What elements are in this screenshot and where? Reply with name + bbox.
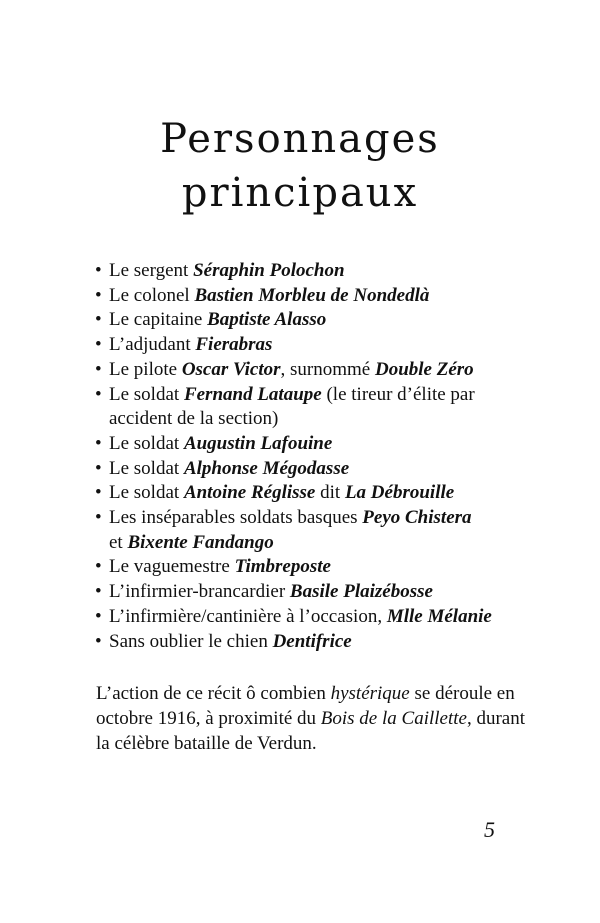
character-name: Baptiste Alasso bbox=[207, 309, 327, 331]
character-name: Timbreposte bbox=[234, 556, 331, 578]
character-item: • Les inséparables soldats basques Peyo Chistera et Bixente Fandango bbox=[95, 507, 472, 553]
character-name: Oscar Victor bbox=[181, 358, 281, 380]
character-item: • Le soldat Augustin Lafouine bbox=[95, 432, 535, 457]
character-nickname: La Débrouille bbox=[344, 482, 455, 504]
action-paragraph: L’action de ce récit ô combien hystérique se déroule en octobre 1916, à proximité du Bois de la Caillette, durant la célèbre bataille de Verdun. bbox=[96, 683, 526, 754]
character-item: • Le sergent Séraphin Polochon bbox=[95, 259, 535, 284]
character-item: • Le capitaine Baptiste Alasso bbox=[95, 308, 535, 333]
page-number: 5 bbox=[484, 817, 495, 842]
character-list bbox=[95, 259, 535, 654]
bullet: • bbox=[95, 309, 102, 331]
character-name: Peyo Chistera bbox=[362, 507, 472, 529]
character-name: Antoine Réglisse bbox=[183, 482, 316, 504]
bullet: • bbox=[95, 260, 102, 281]
character-item: • L’infirmier-brancardier Basile Plaizébosse bbox=[95, 580, 535, 605]
character-name: Mlle Mélanie bbox=[386, 605, 492, 627]
title-line-1: Personnages bbox=[160, 116, 440, 162]
character-nickname: Double Zéro bbox=[374, 358, 474, 380]
page-title bbox=[0, 112, 600, 220]
character-item: • L’infirmière/cantinière à l’occasion, Mlle Mélanie bbox=[95, 605, 535, 630]
bullet: • bbox=[95, 334, 102, 356]
bullet: • bbox=[95, 457, 102, 479]
character-name: Fernand Lataupe bbox=[183, 383, 322, 405]
title-line-2: principaux bbox=[181, 170, 419, 216]
character-item: • Le soldat Alphonse Mégodasse bbox=[95, 457, 535, 482]
character-name: Dentifrice bbox=[272, 630, 352, 652]
bullet: • bbox=[95, 432, 102, 454]
place-name: Bois de la Caillette bbox=[320, 708, 467, 729]
bullet: • bbox=[95, 284, 102, 306]
bullet: • bbox=[95, 507, 102, 529]
character-name: Bastien Morbleu de Nondedlà bbox=[194, 284, 430, 306]
bullet: • bbox=[95, 358, 102, 380]
emphasis: hystérique bbox=[330, 683, 410, 704]
bullet: • bbox=[95, 482, 102, 504]
character-item: • Le soldat Antoine Réglisse dit La Débrouille bbox=[95, 481, 535, 506]
character-name: Bixente Fandango bbox=[127, 531, 274, 553]
bullet: • bbox=[95, 383, 102, 405]
bullet: • bbox=[95, 556, 102, 578]
character-item: • Le soldat Fernand Lataupe (le tireur d’élite par accident de la section) bbox=[95, 383, 475, 430]
character-name: Séraphin Polochon bbox=[193, 260, 345, 281]
character-item: • Sans oublier le chien Dentifrice bbox=[95, 630, 535, 655]
character-name: Augustin Lafouine bbox=[183, 432, 333, 454]
character-item: • Le vaguemestre Timbreposte bbox=[95, 555, 535, 580]
character-name: Alphonse Mégodasse bbox=[183, 457, 350, 479]
bullet: • bbox=[95, 630, 102, 652]
character-item: • Le colonel Bastien Morbleu de Nondedlà bbox=[95, 284, 535, 309]
bullet: • bbox=[95, 581, 102, 603]
character-name: Fierabras bbox=[195, 334, 273, 356]
bullet: • bbox=[95, 605, 102, 627]
character-name: Basile Plaizébosse bbox=[289, 581, 433, 603]
character-item: • Le pilote Oscar Victor, surnommé Double Zéro bbox=[95, 358, 535, 383]
character-item: • L’adjudant Fierabras bbox=[95, 333, 535, 358]
